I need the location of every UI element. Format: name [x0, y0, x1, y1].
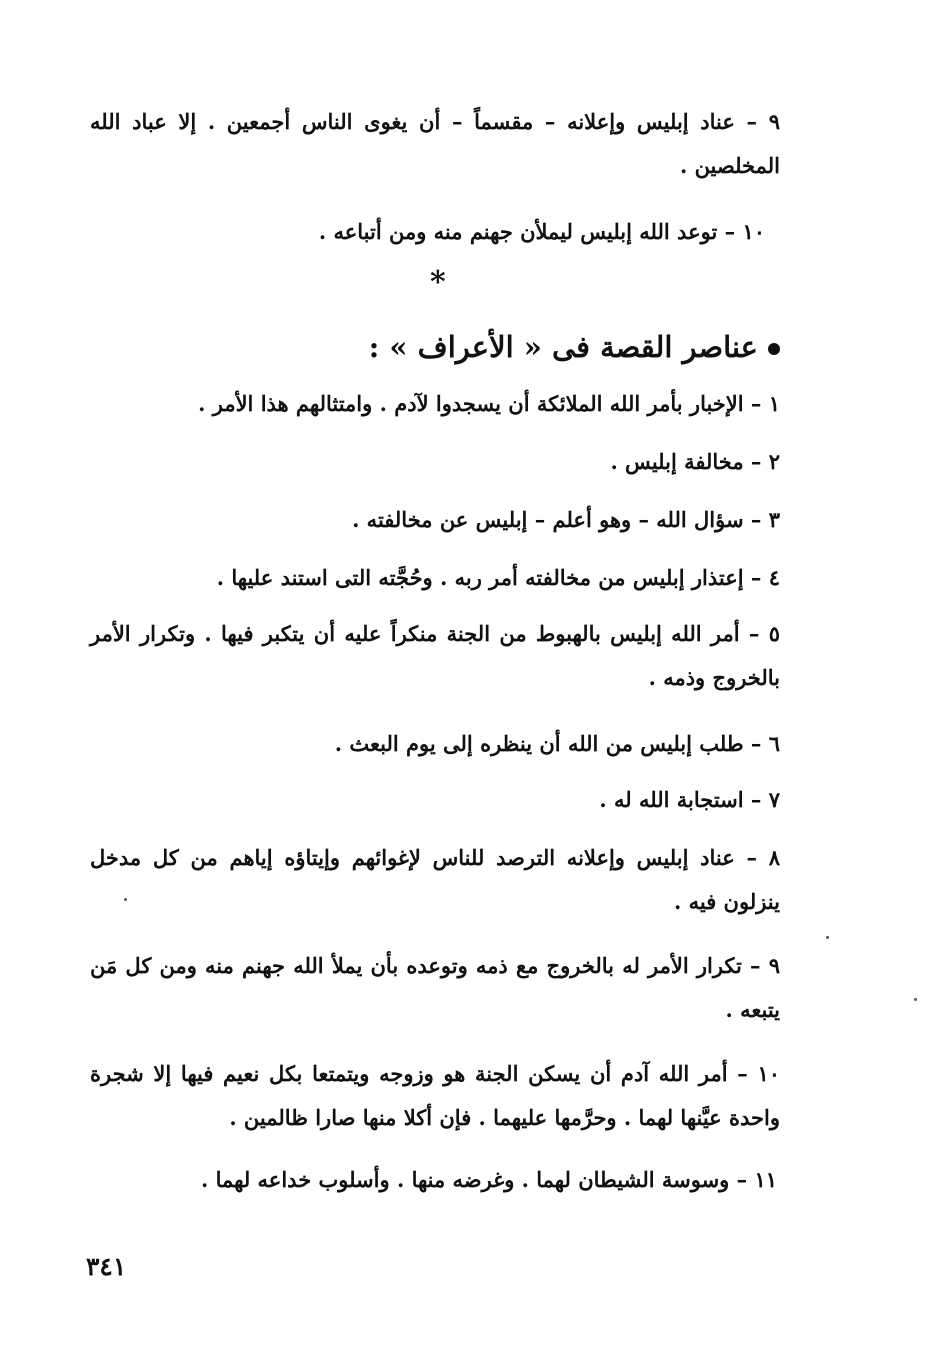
scan-speck: [124, 898, 127, 901]
section-heading-text: عناصر القصة فى « الأعراف » :: [368, 330, 758, 364]
list-item-2: ٢ – مخالفة إبليس .: [610, 449, 780, 474]
paragraph-item-9-previous: ٩ – عناد إبليس وإعلانه – مقسماً – أن يغوى الناس أجمعين . إلا عباد الله المخلصين .: [90, 109, 780, 178]
section-heading: [369, 325, 780, 369]
list-item-1: ١ – الإخبار بأمر الله الملائكة أن يسجدوا لآدم . وامتثالهم هذا الأمر .: [198, 391, 780, 416]
bullet-icon: [768, 343, 780, 355]
list-item-4: ٤ – إعتذار إبليس من مخالفته أمر ربه . وحُجَّته التى استند عليها .: [216, 565, 780, 590]
list-item-11: ١١ – وسوسة الشيطان لهما . وغرضه منها . وأسلوب خداعه لهما .: [201, 1167, 777, 1192]
page-number: ٣٤١: [86, 1252, 127, 1281]
list-item-9: ٩ – تكرار الأمر له بالخروج مع ذمه وتوعده بأن يملأ الله جهنم منه ومن كل مَن يتبعه .: [90, 953, 780, 1022]
list-item-3: ٣ – سؤال الله – وهو أعلم – إبليس عن مخالفته .: [352, 507, 780, 532]
list-item-8: ٨ – عناد إبليس وإعلانه الترصد للناس لإغوائهم وإيتاؤه إياهم من كل مدخل ينزلون فيه .: [90, 845, 780, 914]
list-item-6: ٦ – طلب إبليس من الله أن ينظره إلى يوم البعث .: [334, 731, 780, 756]
scan-speck: [914, 998, 917, 1001]
list-item-7: ٧ – استجابة الله له .: [599, 787, 780, 812]
list-item-10: ١٠ – أمر الله آدم أن يسكن الجنة هو وزوجه ويتمتعا بكل نعيم فيها إلا شجرة واحدة عيَّنها لهما . وحرَّمها عليهما . فإن أكلا منها صارا ظالمين .: [90, 1061, 780, 1130]
scan-speck: [826, 936, 829, 939]
paragraph-item-10-previous: ١٠ – توعد الله إبليس ليملأن جهنم منه ومن أتباعه .: [318, 219, 765, 244]
list-item-5: ٥ – أمر الله إبليس بالهبوط من الجنة منكراً عليه أن يتكبر فيها . وتكرار الأمر بالخروج وذمه .: [90, 621, 780, 690]
section-separator-star: *: [430, 265, 446, 300]
